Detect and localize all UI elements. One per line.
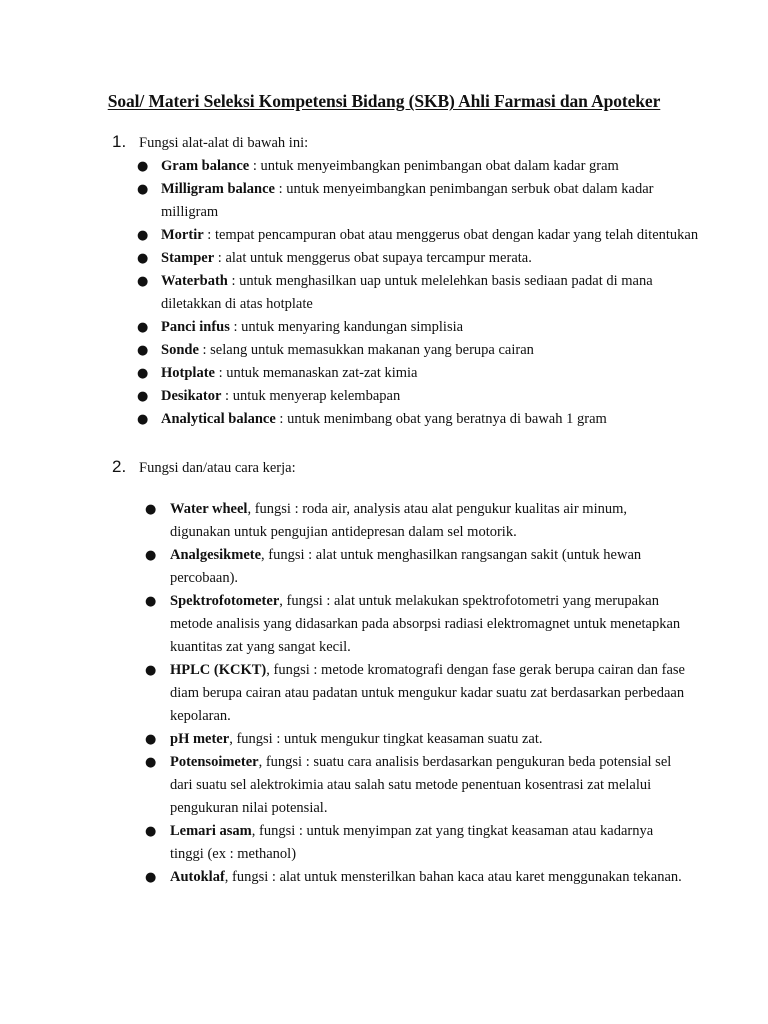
- section-1-list: [0, 155, 768, 431]
- bullet-icon: ●: [145, 732, 157, 747]
- item-term: Panci infus: [161, 319, 230, 335]
- item-description: : untuk menyeimbangkan penimbangan serbuk obat dalam kadar milligram: [161, 181, 654, 220]
- item-term: Lemari asam: [170, 823, 252, 839]
- bullet-icon: ●: [137, 228, 149, 243]
- bullet-icon: ●: [137, 159, 149, 174]
- section-number: 1.: [112, 132, 127, 151]
- list-item: [0, 408, 768, 431]
- item-description: : untuk menyeimbangkan penimbangan obat dalam kadar gram: [249, 158, 619, 174]
- bullet-icon: ●: [137, 412, 149, 427]
- item-term: Desikator: [161, 388, 222, 404]
- list-item: [0, 270, 768, 316]
- bullet-icon: ●: [145, 755, 157, 770]
- bullet-icon: ●: [145, 824, 157, 839]
- item-description: , fungsi : alat untuk melakukan spektrofotometri yang merupakan metode analisis yang didasarkan pada absorpsi radiasi elektromagnet untuk menetapkan kuantitas zat yang sangat kecil.: [170, 593, 681, 655]
- item-term: Analgesikmete: [170, 547, 262, 563]
- item-term: Autoklaf: [170, 869, 225, 885]
- item-description: : untuk menimbang obat yang beratnya di bawah 1 gram: [275, 411, 607, 427]
- item-description: , fungsi : roda air, analysis atau alat pengukur kualitas air minum, digunakan untuk pengujian antidepresan dalam sel motorik.: [170, 501, 627, 540]
- list-item: [0, 247, 768, 270]
- item-term: Spektrofotometer: [170, 593, 280, 609]
- item-description: , fungsi : metode kromatografi dengan fase gerak berupa cairan dan fase diam berupa cairan atau padatan untuk mengukur kadar suatu zat berdasarkan perbedaan kepolaran.: [170, 662, 685, 724]
- list-item: [0, 659, 768, 728]
- bullet-icon: ●: [137, 320, 149, 335]
- item-description: , fungsi : alat untuk mensterilkan bahan kaca atau karet menggunakan tekanan.: [224, 869, 682, 885]
- item-term: Water wheel: [170, 501, 248, 517]
- bullet-icon: ●: [137, 366, 149, 381]
- list-item: [0, 316, 768, 339]
- item-description: : tempat pencampuran obat atau menggerus obat dengan kadar yang telah ditentukan: [203, 227, 699, 243]
- bullet-icon: ●: [145, 502, 157, 517]
- bullet-icon: ●: [137, 343, 149, 358]
- bullet-icon: ●: [145, 594, 157, 609]
- list-item: [0, 362, 768, 385]
- list-item: [0, 155, 768, 178]
- bullet-icon: ●: [137, 389, 149, 404]
- item-description: : untuk menghasilkan uap untuk melelehkan basis sediaan padat di mana diletakkan di atas hotplate: [161, 273, 653, 312]
- item-term: Analytical balance: [161, 411, 276, 427]
- list-item: [0, 178, 768, 224]
- item-description: : alat untuk menggerus obat supaya tercampur merata.: [214, 250, 532, 266]
- list-item: [0, 339, 768, 362]
- section-number: 2.: [112, 457, 127, 476]
- item-term: Waterbath: [161, 273, 228, 289]
- item-description: , fungsi : alat untuk menghasilkan rangsangan sakit (untuk hewan percobaan).: [170, 547, 642, 586]
- list-item: [0, 590, 768, 659]
- page-title: Soal/ Materi Seleksi Kompetensi Bidang (SKB) Ahli Farmasi dan Apoteker: [107, 91, 661, 111]
- bullet-icon: ●: [145, 663, 157, 678]
- list-item: [0, 498, 768, 544]
- item-description: , fungsi : suatu cara analisis berdasarkan pengukuran beda potensial sel dari suatu sel alektrokimia atau salah satu metode penentuan kosentrasi zat melalui pengukuran nilai potensial.: [170, 754, 672, 816]
- item-term: Stamper: [161, 250, 215, 266]
- bullet-icon: ●: [145, 548, 157, 563]
- list-item: [0, 544, 768, 590]
- item-description: : selang untuk memasukkan makanan yang berupa cairan: [198, 342, 534, 358]
- list-item: [0, 751, 768, 820]
- list-item: [0, 385, 768, 408]
- bullet-icon: ●: [137, 182, 149, 197]
- item-term: Sonde: [161, 342, 199, 358]
- item-description: : untuk memanaskan zat-zat kimia: [214, 365, 418, 381]
- item-description: , fungsi : untuk mengukur tingkat keasaman suatu zat.: [229, 731, 543, 747]
- item-term: Gram balance: [161, 158, 250, 174]
- section-2-list: [0, 498, 768, 889]
- bullet-icon: ●: [145, 870, 157, 885]
- list-item: [0, 866, 768, 889]
- item-term: Mortir: [161, 227, 204, 243]
- list-item: [0, 728, 768, 751]
- item-term: Milligram balance: [161, 181, 275, 197]
- item-term: Potensoimeter: [170, 754, 259, 770]
- bullet-icon: ●: [137, 251, 149, 266]
- section-heading: Fungsi alat-alat di bawah ini:: [139, 135, 309, 151]
- item-description: : untuk menyaring kandungan simplisia: [229, 319, 464, 335]
- list-item: [0, 224, 768, 247]
- bullet-icon: ●: [137, 274, 149, 289]
- item-description: , fungsi : untuk menyimpan zat yang tingkat keasaman atau kadarnya tinggi (ex : methanol): [170, 823, 654, 862]
- section-heading: Fungsi dan/atau cara kerja:: [139, 460, 296, 476]
- list-item: [0, 820, 768, 866]
- item-description: : untuk menyerap kelembapan: [221, 388, 401, 404]
- item-term: HPLC (KCKT): [170, 662, 267, 678]
- item-term: pH meter: [170, 731, 230, 747]
- item-term: Hotplate: [161, 365, 215, 381]
